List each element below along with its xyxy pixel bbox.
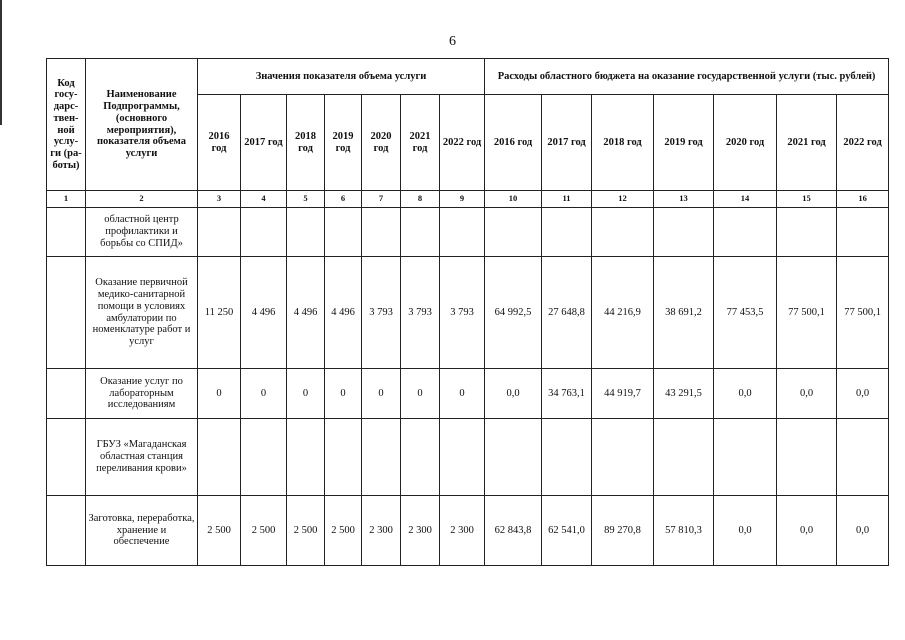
volume-value-cell: 0 bbox=[241, 369, 287, 419]
column-number: 1 bbox=[47, 191, 86, 208]
column-number: 11 bbox=[542, 191, 592, 208]
column-number: 15 bbox=[777, 191, 837, 208]
row-code bbox=[47, 496, 86, 566]
volume-value-cell bbox=[325, 208, 362, 257]
table-row bbox=[47, 208, 889, 257]
expense-value-cell bbox=[592, 419, 654, 496]
volume-value-cell bbox=[241, 208, 287, 257]
volume-value-cell: 11 250 bbox=[198, 257, 241, 369]
header-expense-year: 2018 год bbox=[592, 95, 654, 191]
volume-value-cell bbox=[198, 208, 241, 257]
column-number: 3 bbox=[198, 191, 241, 208]
volume-value-cell: 0 bbox=[325, 369, 362, 419]
volume-value-cell bbox=[287, 419, 325, 496]
volume-value-cell: 2 500 bbox=[325, 496, 362, 566]
expense-value-cell bbox=[837, 208, 889, 257]
column-number: 4 bbox=[241, 191, 287, 208]
volume-value-cell: 3 793 bbox=[401, 257, 440, 369]
header-volume-year: 2018 год bbox=[287, 95, 325, 191]
row-name: Оказание услуг по лабораторным исследованиям bbox=[86, 369, 198, 419]
header-expense-year: 2022 год bbox=[837, 95, 889, 191]
volume-value-cell: 2 300 bbox=[362, 496, 401, 566]
volume-value-cell bbox=[287, 208, 325, 257]
volume-value-cell: 2 500 bbox=[198, 496, 241, 566]
column-number: 7 bbox=[362, 191, 401, 208]
expense-value-cell: 0,0 bbox=[777, 369, 837, 419]
column-number: 12 bbox=[592, 191, 654, 208]
volume-value-cell bbox=[401, 419, 440, 496]
expense-value-cell: 0,0 bbox=[777, 496, 837, 566]
table-row bbox=[47, 496, 889, 566]
expense-value-cell: 44 919,7 bbox=[592, 369, 654, 419]
expense-value-cell bbox=[592, 208, 654, 257]
header-volume-year: 2019 год bbox=[325, 95, 362, 191]
expense-value-cell bbox=[485, 419, 542, 496]
column-number: 2 bbox=[86, 191, 198, 208]
header-expense-group: Расходы областного бюджета на оказание государственной услуги (тыс. рублей) bbox=[485, 59, 889, 95]
expense-value-cell: 62 541,0 bbox=[542, 496, 592, 566]
volume-value-cell: 2 500 bbox=[287, 496, 325, 566]
expense-value-cell bbox=[542, 419, 592, 496]
table-body bbox=[47, 191, 889, 566]
header-volume-group: Значения показателя объема услуги bbox=[198, 59, 485, 95]
expense-value-cell: 0,0 bbox=[714, 496, 777, 566]
expense-value-cell bbox=[654, 419, 714, 496]
expense-value-cell: 34 763,1 bbox=[542, 369, 592, 419]
expense-value-cell: 77 500,1 bbox=[837, 257, 889, 369]
expense-value-cell: 77 500,1 bbox=[777, 257, 837, 369]
volume-value-cell: 0 bbox=[287, 369, 325, 419]
expense-value-cell: 0,0 bbox=[485, 369, 542, 419]
header-volume-year: 2017 год bbox=[241, 95, 287, 191]
page-number: 6 bbox=[449, 34, 456, 49]
column-number: 16 bbox=[837, 191, 889, 208]
volume-value-cell: 2 300 bbox=[401, 496, 440, 566]
column-number: 9 bbox=[440, 191, 485, 208]
scan-edge-line bbox=[0, 0, 2, 125]
volume-value-cell bbox=[325, 419, 362, 496]
table-row bbox=[47, 369, 889, 419]
expense-value-cell bbox=[777, 208, 837, 257]
volume-value-cell bbox=[198, 419, 241, 496]
volume-value-cell bbox=[401, 208, 440, 257]
header-volume-year: 2016 год bbox=[198, 95, 241, 191]
row-name: областной центр профилактики и борьбы со СПИД» bbox=[86, 208, 198, 257]
header-volume-year: 2021 год bbox=[401, 95, 440, 191]
volume-value-cell: 2 300 bbox=[440, 496, 485, 566]
row-code bbox=[47, 257, 86, 369]
volume-value-cell: 0 bbox=[440, 369, 485, 419]
volume-value-cell: 4 496 bbox=[241, 257, 287, 369]
expense-value-cell bbox=[714, 419, 777, 496]
volume-value-cell bbox=[440, 419, 485, 496]
volume-value-cell: 0 bbox=[198, 369, 241, 419]
volume-value-cell bbox=[241, 419, 287, 496]
expense-value-cell: 77 453,5 bbox=[714, 257, 777, 369]
expense-value-cell: 62 843,8 bbox=[485, 496, 542, 566]
row-code bbox=[47, 369, 86, 419]
volume-value-cell bbox=[362, 419, 401, 496]
expense-value-cell bbox=[542, 208, 592, 257]
row-code bbox=[47, 419, 86, 496]
column-number: 6 bbox=[325, 191, 362, 208]
expense-value-cell bbox=[837, 419, 889, 496]
column-number-row bbox=[47, 191, 889, 208]
header-code: Код госу-дарс-твен-ной услу-ги (ра-боты) bbox=[47, 59, 86, 191]
column-number: 8 bbox=[401, 191, 440, 208]
expense-value-cell: 44 216,9 bbox=[592, 257, 654, 369]
header-volume-year: 2022 год bbox=[440, 95, 485, 191]
expense-value-cell bbox=[654, 208, 714, 257]
row-name: ГБУЗ «Магаданская областная станция переливания крови» bbox=[86, 419, 198, 496]
volume-value-cell: 4 496 bbox=[287, 257, 325, 369]
expense-value-cell: 89 270,8 bbox=[592, 496, 654, 566]
volume-value-cell: 3 793 bbox=[362, 257, 401, 369]
table-row bbox=[47, 419, 889, 496]
header-expense-year: 2017 год bbox=[542, 95, 592, 191]
expense-value-cell bbox=[777, 419, 837, 496]
table-row bbox=[47, 257, 889, 369]
budget-table bbox=[46, 58, 889, 566]
row-code bbox=[47, 208, 86, 257]
header-expense-year: 2019 год bbox=[654, 95, 714, 191]
expense-value-cell: 43 291,5 bbox=[654, 369, 714, 419]
expense-value-cell bbox=[714, 208, 777, 257]
column-number: 10 bbox=[485, 191, 542, 208]
volume-value-cell: 4 496 bbox=[325, 257, 362, 369]
expense-value-cell: 57 810,3 bbox=[654, 496, 714, 566]
header-expense-year: 2020 год bbox=[714, 95, 777, 191]
volume-value-cell bbox=[362, 208, 401, 257]
header-volume-year: 2020 год bbox=[362, 95, 401, 191]
expense-value-cell: 0,0 bbox=[837, 496, 889, 566]
column-number: 14 bbox=[714, 191, 777, 208]
column-number: 5 bbox=[287, 191, 325, 208]
expense-value-cell bbox=[485, 208, 542, 257]
volume-value-cell: 3 793 bbox=[440, 257, 485, 369]
expense-value-cell: 0,0 bbox=[837, 369, 889, 419]
volume-value-cell: 0 bbox=[401, 369, 440, 419]
header-expense-year: 2016 год bbox=[485, 95, 542, 191]
column-number: 13 bbox=[654, 191, 714, 208]
expense-value-cell: 38 691,2 bbox=[654, 257, 714, 369]
volume-value-cell: 2 500 bbox=[241, 496, 287, 566]
header-expense-year: 2021 год bbox=[777, 95, 837, 191]
expense-value-cell: 0,0 bbox=[714, 369, 777, 419]
expense-value-cell: 64 992,5 bbox=[485, 257, 542, 369]
row-name: Заготовка, переработка, хранение и обеспечение bbox=[86, 496, 198, 566]
header-name: Наименование Подпрограммы, (основного мероприятия), показателя объема услуги bbox=[86, 59, 198, 191]
volume-value-cell bbox=[440, 208, 485, 257]
volume-value-cell: 0 bbox=[362, 369, 401, 419]
expense-value-cell: 27 648,8 bbox=[542, 257, 592, 369]
row-name: Оказание первичной медико-санитарной помощи в условиях амбулатории по номенклатуре работ и услуг bbox=[86, 257, 198, 369]
